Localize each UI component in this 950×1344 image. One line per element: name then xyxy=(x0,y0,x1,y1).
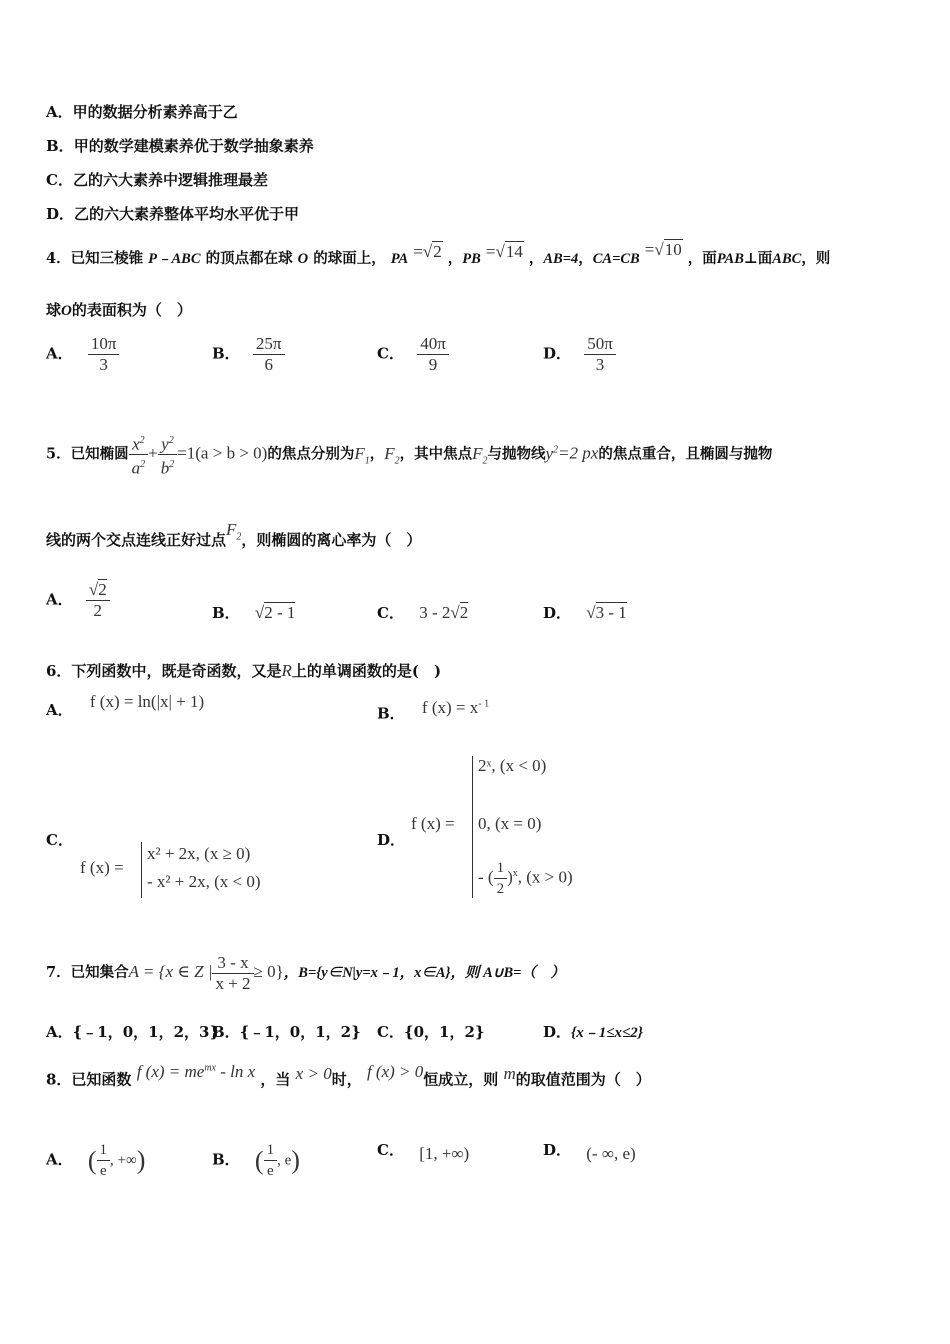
option-fraction xyxy=(584,334,616,375)
q4-option-b xyxy=(212,334,285,375)
q8-param: m xyxy=(503,1063,516,1083)
option-key: C． xyxy=(377,604,404,622)
q8-text: 时， xyxy=(331,1070,362,1089)
q3-option-a xyxy=(46,102,238,122)
q5-text: ，其中焦点 xyxy=(399,445,473,463)
option-expr: 3 - 2√2 xyxy=(419,603,469,622)
q8-stem xyxy=(46,1061,651,1090)
q4-stem-line2 xyxy=(46,300,192,321)
q8-text: 8．已知函数 xyxy=(46,1070,132,1089)
exponent: mx xyxy=(204,1062,216,1073)
q5-text: 5．已知椭圆 xyxy=(46,445,129,463)
q4-text: 的顶点都在球 xyxy=(205,250,293,267)
option-key: C． xyxy=(377,344,404,363)
sqrt-pb: √14 xyxy=(495,242,523,261)
q8-text: 恒成立，则 xyxy=(423,1070,499,1089)
q5-option-c xyxy=(377,603,468,623)
set-a: A = {x ∈ Z | xyxy=(128,962,213,981)
piece-top: x² + 2x, (x ≥ 0) xyxy=(147,844,251,863)
piecewise-brace xyxy=(472,756,473,898)
q4-text: ，则 xyxy=(801,250,831,267)
piecewise-brace xyxy=(141,842,142,898)
option-text: {﹣1，0，1，2} xyxy=(239,1023,361,1041)
q4-sphere: O xyxy=(61,303,72,319)
option-text: {﹣1，0，1，2，3} xyxy=(72,1023,220,1041)
option-key: D． xyxy=(377,831,406,849)
q5-text: 的焦点重合，且椭圆与抛物 xyxy=(598,445,773,463)
option-key: B． xyxy=(212,1023,240,1041)
q7-option-a xyxy=(46,1022,219,1042)
numerator: 10π xyxy=(88,334,120,355)
option-text: {x﹣1≤x≤2} xyxy=(571,1025,643,1041)
q3-option-d xyxy=(46,204,299,224)
q4-stem: 4．已知三棱锥 P﹣ABC 的顶点都在球 O 的球面上， PA =√2 ，PB =√14 ，AB=4，CA=CB =√10 ，面PAB⊥面ABC，则 xyxy=(46,240,831,267)
parabola-eq: =2 px xyxy=(558,443,599,463)
q4-pa: PA xyxy=(390,251,409,267)
q5-option-b xyxy=(212,603,295,623)
piece-row-2: 0, (x = 0) xyxy=(478,814,542,833)
option-tail: , +∞ xyxy=(110,1152,137,1169)
q4-option-c xyxy=(377,334,449,375)
option-expr: √3 - 1 xyxy=(586,603,627,622)
q6-text: 6．下列函数中，既是奇函数，又是 xyxy=(46,662,282,680)
option-key: A． xyxy=(46,344,73,363)
option-text: 甲的数学建模素养优于数学抽象素养 xyxy=(73,137,314,155)
q8-option-b: B． ( $\frac{1}{e}$ , e) xyxy=(212,1142,300,1179)
option-text: 甲的数据分析素养高于乙 xyxy=(72,103,238,121)
q4-ab: AB=4 xyxy=(543,251,579,267)
option-value: 2 - 1 xyxy=(264,603,296,622)
q8-option-c xyxy=(377,1140,470,1163)
option-key: A． xyxy=(46,103,73,121)
denominator: 6 xyxy=(264,355,273,374)
option-fraction xyxy=(253,334,285,375)
q8-text: 的取值范围为（ ） xyxy=(515,1070,651,1089)
option-key: D． xyxy=(543,1141,572,1159)
denominator: 2 xyxy=(93,601,103,620)
option-value: 3 - 1 xyxy=(595,603,627,622)
piece-row-3: - ( $\frac{1}{2}$ )$^x$, (x > 0) xyxy=(478,860,573,897)
q5-text: 与抛物线 xyxy=(487,445,546,463)
q5-text: 的焦点分别为 xyxy=(267,445,355,463)
q5-stem: 5．已知椭圆 $\frac{x^2}{a^2}$ + $\frac{y^2}{b^2}$ =1(a > b > 0)的焦点分别为$F_1$，$F_2$，其中焦点$F_2$与抛物线$y^2=2$ px的焦点重合，且椭圆与抛物 xyxy=(46,426,772,485)
piece-row-3-cond: , (x > 0) xyxy=(517,867,573,887)
numerator: 40π xyxy=(417,334,449,355)
option-text: 乙的六大素养中逻辑推理最差 xyxy=(72,171,268,189)
q5-text: 线的两个交点连线正好过点 xyxy=(46,531,227,549)
radicand: 14 xyxy=(505,242,523,261)
q4-plane-abc: ABC xyxy=(772,251,802,267)
option-expr: (- ∞, e) xyxy=(586,1144,636,1163)
ellipse-x-term: $\frac{x^2}{a^2}$ xyxy=(129,431,149,479)
option-expr: √2 - 1 xyxy=(254,603,296,622)
function-expr-end: - ln x xyxy=(216,1061,256,1081)
q4-text: ，面 xyxy=(687,250,717,267)
q7-option-c xyxy=(377,1022,485,1042)
q4-text: ⊥面 xyxy=(743,250,773,267)
q4-option-a xyxy=(46,334,119,375)
denominator: 3 xyxy=(595,355,605,374)
option-key: C． xyxy=(377,1023,404,1041)
q7-stem xyxy=(46,948,565,997)
q4-text: 的球面上， xyxy=(313,250,386,267)
q6-option-d-lhs: f (x) = xyxy=(411,814,455,833)
set-a-end: ≥ 0} xyxy=(253,962,284,981)
q7-option-d xyxy=(543,1022,643,1043)
set-a-fraction xyxy=(212,953,253,994)
piece-bottom: - x² + 2x, (x < 0) xyxy=(147,872,261,891)
radicand: 2 xyxy=(98,580,107,599)
q4-text: 的表面积为（ ） xyxy=(71,301,192,319)
ellipse-condition: =1(a > b > 0) xyxy=(177,443,268,463)
q6-option-c-lhs: f (x) = xyxy=(80,858,124,877)
ellipse-y-term: $\frac{y^2}{b^2}$ xyxy=(158,431,178,479)
option-key: A． xyxy=(46,701,73,719)
option-fraction xyxy=(417,334,449,375)
q4-text: 球 xyxy=(46,301,62,319)
option-text: 乙的六大素养整体平均水平优于甲 xyxy=(74,205,300,223)
option-key: B． xyxy=(377,704,405,723)
q6-text: 上的单调函数的是( ) xyxy=(291,662,442,680)
radicand: 2 xyxy=(433,242,442,261)
q7-text: 7．已知集合 xyxy=(46,964,129,981)
exponent: - 1 xyxy=(478,698,490,709)
option-key: D． xyxy=(543,604,572,622)
option-key: C． xyxy=(377,1141,404,1159)
q7-option-b xyxy=(212,1022,361,1042)
q4-text: 4．已知三棱锥 xyxy=(46,250,144,267)
radicand: 2 xyxy=(459,603,469,622)
option-text: {0，1，2} xyxy=(403,1023,485,1041)
q6-option-d-key xyxy=(377,830,405,850)
option-fraction xyxy=(88,334,120,375)
option-fraction: $\frac{1}{e}$ xyxy=(97,1140,111,1181)
q3-option-c xyxy=(46,170,268,190)
option-key: B． xyxy=(212,1150,240,1169)
q8-option-d xyxy=(543,1140,636,1163)
option-value: 3 - 2 xyxy=(419,603,451,622)
option-key: B． xyxy=(212,344,240,363)
real-set: R xyxy=(281,661,292,680)
q5-option-a xyxy=(46,580,110,621)
sqrt-ca: √10 xyxy=(654,240,682,259)
option-key: C． xyxy=(46,171,73,189)
option-key: D． xyxy=(543,1023,572,1041)
q4-option-d xyxy=(543,334,616,375)
q8-text: ，当 xyxy=(260,1070,291,1089)
option-tail: , e xyxy=(277,1152,292,1169)
q8-inequality: f (x) > 0 xyxy=(366,1061,424,1081)
option-key: A． xyxy=(46,1150,73,1169)
option-key: D． xyxy=(46,205,75,223)
numerator: 3 - x xyxy=(212,953,253,974)
q5-text: ，则椭圆的离心率为（ ） xyxy=(241,531,422,549)
numerator: 25π xyxy=(253,334,285,355)
option-expr: [1, +∞) xyxy=(419,1144,470,1163)
q8-condition: x > 0 xyxy=(295,1063,332,1083)
option-key: C． xyxy=(46,831,73,849)
q4-pyramid: P﹣ABC xyxy=(148,251,201,267)
q7-text: ，B={y∈N|y=x﹣1，x∈A}，则 A∪B=（ ） xyxy=(283,965,565,981)
option-value: f (x) = x xyxy=(421,697,479,717)
q4-plane-pab: PAB xyxy=(716,251,744,267)
piece-row-1: 2ˣ, (x < 0) xyxy=(478,756,547,775)
option-fraction: $\frac{1}{e}$ xyxy=(264,1140,278,1181)
q8-option-a: A． ( $\frac{1}{e}$ , +∞) xyxy=(46,1142,146,1179)
option-key: B． xyxy=(46,137,74,155)
sqrt-pa: √2 xyxy=(422,242,442,261)
numerator: 50π xyxy=(584,334,616,355)
denominator: x + 2 xyxy=(215,973,251,993)
option-fraction: $\frac{√2}{2}$ xyxy=(86,580,110,621)
option-key: D． xyxy=(543,344,572,363)
q6-option-b xyxy=(377,697,490,724)
q3-option-b xyxy=(46,136,314,156)
option-key: A． xyxy=(46,1023,73,1041)
option-key: A． xyxy=(46,590,73,609)
q6-option-c-key xyxy=(46,830,73,850)
function-expr: f (x) = me xyxy=(136,1061,205,1081)
q4-pb: PB xyxy=(462,251,481,267)
q8-function xyxy=(137,1062,256,1081)
q6-option-a xyxy=(46,692,205,720)
option-expr: f (x) = ln(|x| + 1) xyxy=(89,692,205,711)
q5-stem-line2: 线的两个交点连线正好过点$F_2$，则椭圆的离心率为（ ） xyxy=(46,520,422,549)
radicand: 10 xyxy=(664,240,682,259)
option-key: B． xyxy=(212,604,240,622)
denominator: 3 xyxy=(99,355,108,374)
q4-cacb: CA=CB xyxy=(592,251,640,267)
denominator: 9 xyxy=(428,355,438,374)
q5-option-d xyxy=(543,603,627,623)
option-expr xyxy=(422,698,489,717)
q4-sphere: O xyxy=(297,251,309,267)
q6-stem xyxy=(46,661,441,681)
